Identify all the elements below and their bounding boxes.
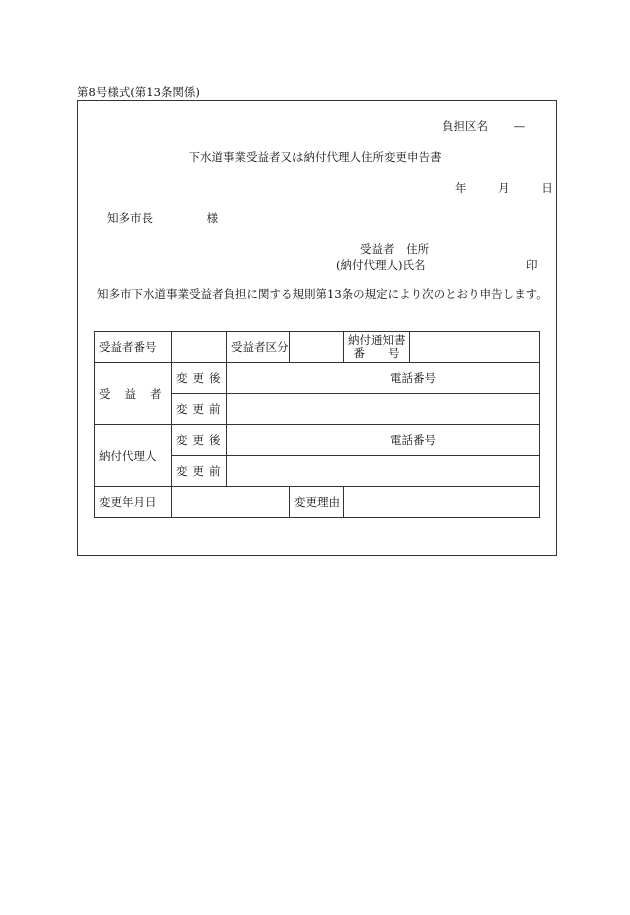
change-form-table bbox=[94, 331, 540, 518]
document-title: 下水道事業受益者又は納付代理人住所変更申告書 bbox=[188, 150, 442, 164]
declaration-text: 知多市下水道事業受益者負担に関する規則第13条の規定により次のとおり申告します。 bbox=[97, 287, 548, 301]
applicant-address-line bbox=[360, 241, 429, 257]
beneficiary-after-phone-label: 電話番号 bbox=[390, 371, 436, 385]
change-reason-input[interactable] bbox=[344, 487, 540, 518]
notice-number-label bbox=[344, 332, 410, 363]
burden-area-field bbox=[442, 118, 525, 134]
date-year: 年 bbox=[455, 181, 467, 195]
agent-label: 納付代理人 bbox=[95, 425, 172, 487]
table-row bbox=[95, 332, 540, 363]
change-date-label: 変更年月日 bbox=[95, 487, 172, 518]
beneficiary-before-label: 変更前 bbox=[172, 394, 227, 425]
beneficiary-label: 受益者 bbox=[95, 363, 172, 425]
table-row bbox=[95, 425, 540, 456]
applicant-role-label: 受益者 bbox=[360, 242, 395, 256]
table-row bbox=[95, 363, 540, 394]
seal-mark: 印 bbox=[526, 258, 538, 272]
applicant-address-label: 住所 bbox=[406, 242, 430, 256]
date-day: 日 bbox=[541, 181, 553, 195]
beneficiary-after-input[interactable] bbox=[227, 363, 540, 394]
beneficiary-class-input[interactable] bbox=[290, 332, 344, 363]
agent-before-input[interactable] bbox=[227, 456, 540, 487]
beneficiary-class-label: 受益者区分 bbox=[227, 332, 290, 363]
addressee-honorific: 様 bbox=[206, 211, 219, 225]
agent-after-input[interactable] bbox=[227, 425, 540, 456]
form-number-label: 第8号様式(第13条関係) bbox=[77, 85, 200, 99]
change-reason-label: 変更理由 bbox=[290, 487, 344, 518]
beneficiary-before-input[interactable] bbox=[227, 394, 540, 425]
addressee-name: 知多市長 bbox=[107, 211, 153, 225]
date-month: 月 bbox=[498, 181, 510, 195]
applicant-name-label: (納付代理人)氏名 bbox=[336, 258, 426, 272]
burden-area-label: 負担区名 bbox=[442, 119, 488, 133]
table-row bbox=[95, 487, 540, 518]
agent-after-phone-label: 電話番号 bbox=[390, 433, 436, 447]
addressee bbox=[107, 210, 218, 226]
agent-after-label: 変更後 bbox=[172, 425, 227, 456]
date-line bbox=[455, 180, 553, 196]
beneficiary-number-input[interactable] bbox=[172, 332, 227, 363]
agent-before-label: 変更前 bbox=[172, 456, 227, 487]
notice-number-label-line2: 番 号 bbox=[353, 346, 400, 360]
burden-area-value: — bbox=[513, 119, 526, 133]
beneficiary-after-label: 変更後 bbox=[172, 363, 227, 394]
notice-number-input[interactable] bbox=[410, 332, 540, 363]
change-date-input[interactable] bbox=[172, 487, 290, 518]
beneficiary-number-label: 受益者番号 bbox=[95, 332, 172, 363]
notice-number-label-line1: 納付通知書 bbox=[348, 333, 406, 347]
